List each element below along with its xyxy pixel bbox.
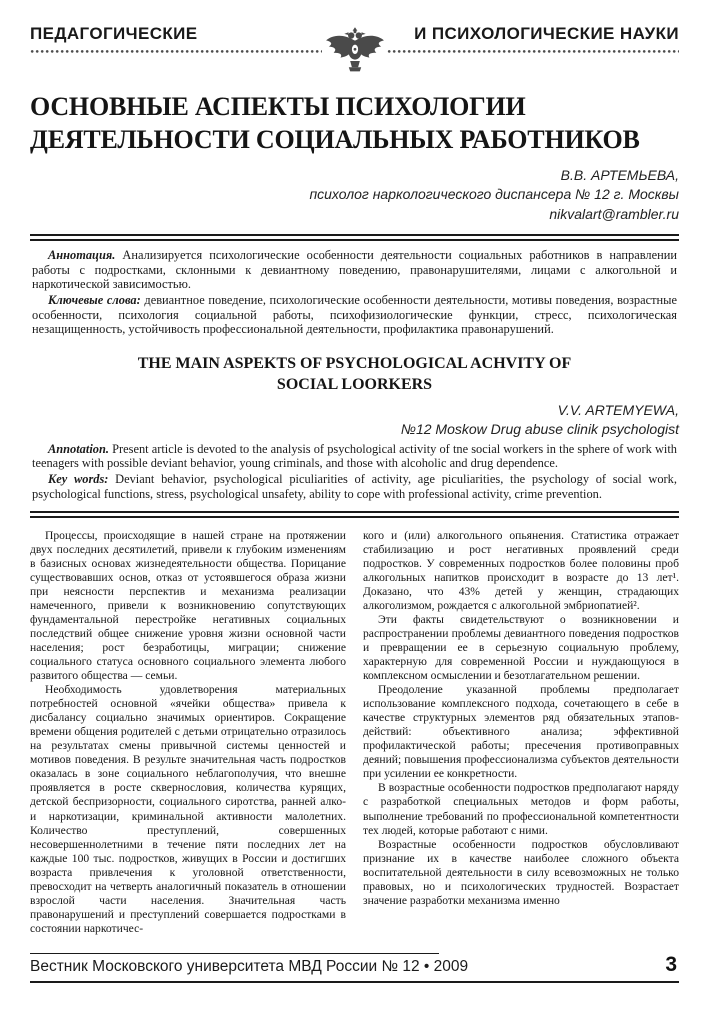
keywords-en-label: Key words:: [48, 471, 109, 486]
author-email: nikvalart@rambler.ru: [549, 206, 679, 223]
body-paragraph: Возрастные особенности подростков обусловливают признание их в качестве наиболее сложного объекта воспитательной деятельности в силу всевозможных не только правовых, но и психологических трудностей. Возрастает значение разработки механизма именно: [363, 837, 679, 907]
double-rule-top: [30, 234, 679, 241]
keywords-ru: [32, 293, 677, 337]
keywords-ru-label: Ключевые слова:: [48, 293, 141, 308]
article-title-ru-line2: ДЕЯТЕЛЬНОСТИ СОЦИАЛЬНЫХ РАБОТНИКОВ: [30, 125, 640, 155]
article-title-ru-line1: ОСНОВНЫЕ АСПЕКТЫ ПСИХОЛОГИИ: [30, 92, 526, 121]
article-title-ru: [30, 90, 679, 157]
body-paragraph: В возрастные особенности подростков предполагают наряду с разработкой специальных методов и форм работы, выполнение требований по профессиональной компетентности тех людей, которые работают с ними.: [363, 781, 679, 837]
journal-name: Вестник Московского университета МВД России № 12 • 2009: [30, 953, 439, 976]
journal-section-header: [30, 24, 679, 74]
article-body: [30, 529, 679, 953]
abstract-block-ru: [30, 241, 679, 340]
author-name-en: V.V. ARTEMYEWA,: [557, 401, 679, 418]
body-column-right: [363, 529, 679, 953]
abstract-ru-text: Анализируется психологические особенности деятельности социальных работников в направлении работы с подростками, склонными к девиантному поведению, правонарушителями, лицами с алкогольной и наркотической зависимостью.: [32, 248, 677, 292]
double-rule-bottom: [30, 511, 679, 518]
chain-ornament-left: [30, 49, 322, 54]
chain-ornament-right: [387, 49, 679, 54]
page-footer: [30, 953, 679, 983]
author-block-en: [30, 401, 679, 440]
page-number: 3: [665, 953, 677, 976]
mvd-eagle-emblem-icon: [322, 26, 388, 74]
article-title-en: THE MAIN ASPEKTS OF PSYCHOLOGICAL ACHVITY OF SOCIAL LOORKERS: [137, 354, 572, 393]
abstract-en-text: Present article is devoted to the analysis of psychological activity of tne social workers in the sphere of work with teenagers with possible deviant behavior, young criminals, and those with alcoholic and drug dependence.: [32, 441, 677, 471]
body-paragraph: Процессы, происходящие в нашей стране на протяжении двух последних десятилетий, привели к глубоким изменениям в базисных основах жизнедеятельности общества. Порицание существовавших основ, отказ от устоявшегося образа жизни при неясности перспектив и механизма реализации намеченного, привели к возникновению сопутствующих фундаментальной перестройке негативных социальных последствий общее снижение уровня жизни основной части населения; рост безработицы, миграции; снижение социального статуса основного социального элемента любого развитого общества — семьи.: [30, 529, 346, 683]
body-paragraph: Необходимость удовлетворения материальных потребностей основной «ячейки общества» привела к дисбалансу социально значимых ориентиров. Сокращение времени общения родителей с детьми отрицательно отразилось на результатах смены привычной системы ценностей и мотивов поведения. В результе значительная часть подростков оказалась в зоне социального неблагополучия, что внешне проявляется в росте сквернословия, количества курящих, детской беспризорности, социального сиротства, ранней алко- и наркотизации, криминальной активности малолетних. Количество преступлений, совершенных несовершеннолетними в течение пяти последних лет на каждые 100 тыс. подростков, живущих в России и достигших возраста привлечения к уголовной ответственности, превосходит на четверть аналогичный показатель в отношении взрослой части населения. Значительная часть правонарушений и преступлений совершается подростками в состоянии наркотичес-: [30, 683, 346, 935]
keywords-ru-text: девиантное поведение, психологические особенности деятельности, мотивы поведения, возрастные особенности, психология социальной работы, психофизиологические функции, стресс, психологическая незащищенность, устойчивость профессиональной деятельности, профилактика правонарушений.: [32, 293, 677, 337]
body-column-left: [30, 529, 346, 953]
abstract-en-label: Annotation.: [48, 441, 109, 456]
body-paragraph-continuation: кого и (или) алкогольного опьянения. Статистика отражает стабилизацию и рост негативных проявлений среди подростков. У современных подростков более половины проб алкогольных напитков происходит в возрасте до 13 лет¹. Доказано, что 43% детей у женщин, страдающих алкоголизмом, рождается с алкогольной эмбриопатией².: [363, 529, 679, 613]
section-title-right: И ПСИХОЛОГИЧЕСКИЕ НАУКИ: [414, 24, 679, 43]
section-title-left: ПЕДАГОГИЧЕСКИЕ: [30, 24, 198, 43]
section-header-left: [30, 24, 322, 54]
keywords-en: [32, 472, 677, 501]
section-header-right: [387, 24, 679, 54]
author-block-ru: [30, 166, 679, 226]
abstract-ru: [32, 248, 677, 292]
abstract-ru-label: Аннотация.: [48, 248, 116, 263]
abstract-block-en: [30, 440, 679, 505]
author-affiliation-en: №12 Moskow Drug abuse clinik psychologist: [400, 421, 679, 438]
author-name-ru: В.В. АРТЕМЬЕВА,: [560, 166, 679, 183]
abstract-en: [32, 442, 677, 471]
author-affiliation-ru: психолог наркологического диспансера № 12 г. Москвы: [309, 186, 679, 203]
keywords-en-text: Deviant behavior, psychological piculiarities of activity, age piculiarities, the psychology of social work, psychological functions, stress, psychological unsafety, ability to cope with professional activity, crime prevention.: [32, 471, 677, 501]
body-paragraph: Преодоление указанной проблемы предполагает использование комплексного подхода, сочетающего в себе в качестве структурных элементов ряд обязательных этапов-действий: объективного анализа; эффективной профилактической работы; пресечения противоправных деяний; повышения профессионализма субъектов деятельности при усилении ее конкретности.: [363, 683, 679, 781]
body-paragraph: Эти факты свидетельствуют о возникновении и распространении проблемы девиантного поведения подростков и превращении ее в серьезную социальную проблему, характерную для современной России и нуждающуюся в комплексном осмыслении и безотлагательном решении.: [363, 613, 679, 683]
